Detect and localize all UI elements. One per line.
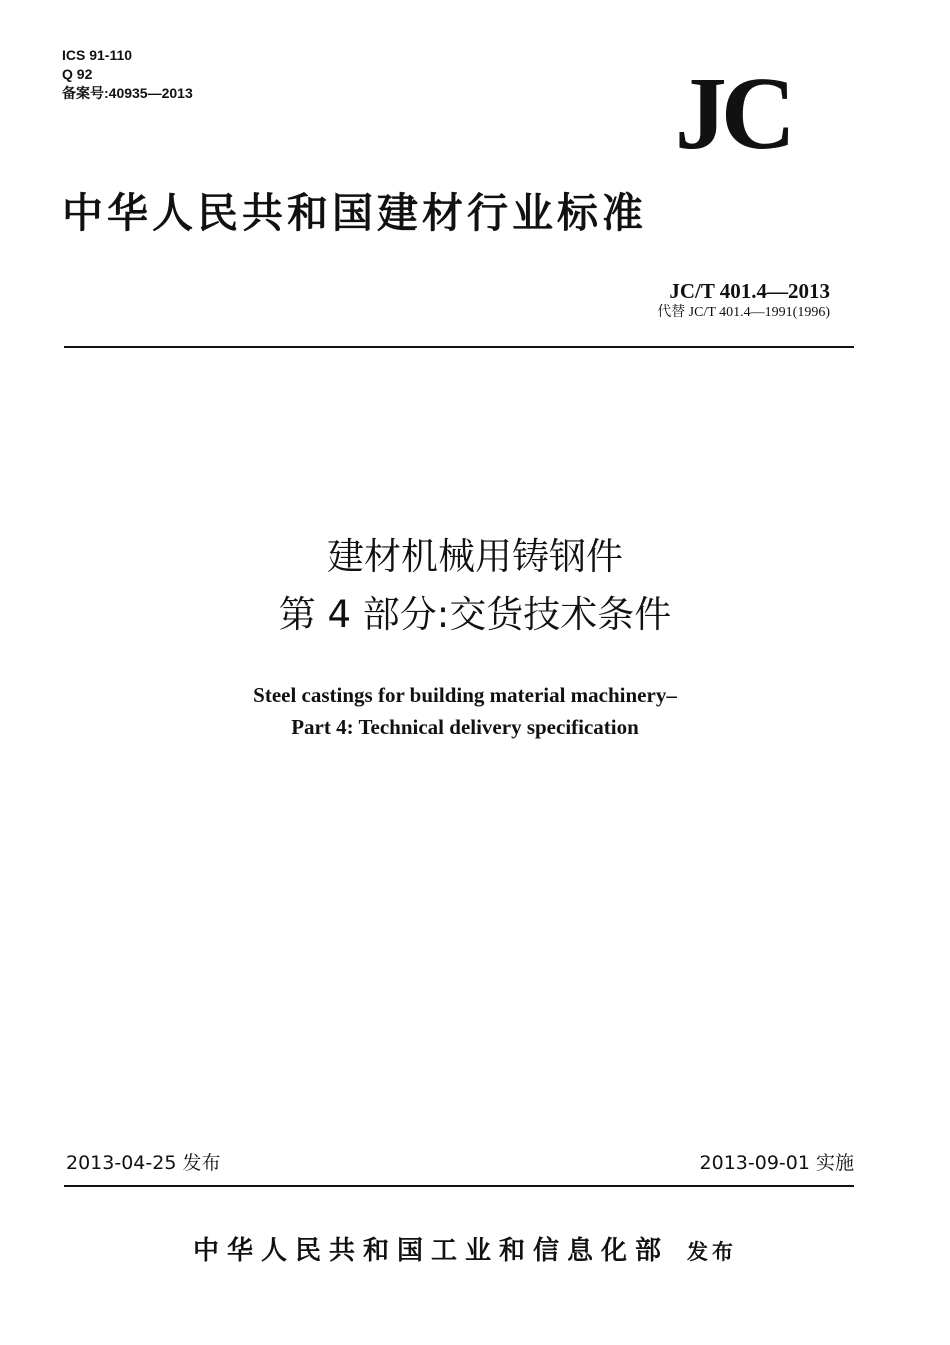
title-cn-line2: 第 4 部分:交货技术条件 [278, 593, 672, 636]
header-divider [64, 346, 854, 348]
publish-date: 2013-04-25 发布 [66, 1152, 221, 1174]
footer-divider [64, 1185, 854, 1187]
ics-code: ICS 91-110 [62, 47, 133, 63]
title-cn-line1: 建材机械用铸钢件 [327, 535, 623, 578]
implement-date: 2013-09-01 实施 [699, 1152, 854, 1174]
classification-block [62, 46, 193, 103]
filing-number: 备案号:40935—2013 [62, 85, 193, 101]
title-en-line2: Part 4: Technical delivery specification [291, 715, 639, 739]
replaces-note: 代替 JC/T 401.4—1991(1996) [657, 305, 830, 320]
title-en-line1: Steel castings for building material machinery– [253, 683, 677, 707]
standard-number: JC/T 401.4—2013 [669, 279, 830, 303]
organization-title: 中华人民共和国建材行业标准 [62, 189, 647, 237]
issuer-action: 发布 [687, 1239, 737, 1264]
jc-logo: JC [674, 56, 790, 171]
issuer-name: 中华人民共和国工业和信息化部 [192, 1236, 669, 1266]
ccs-code: Q 92 [62, 66, 93, 82]
issuer-line [0, 1230, 930, 1267]
standard-number-block [657, 278, 830, 322]
